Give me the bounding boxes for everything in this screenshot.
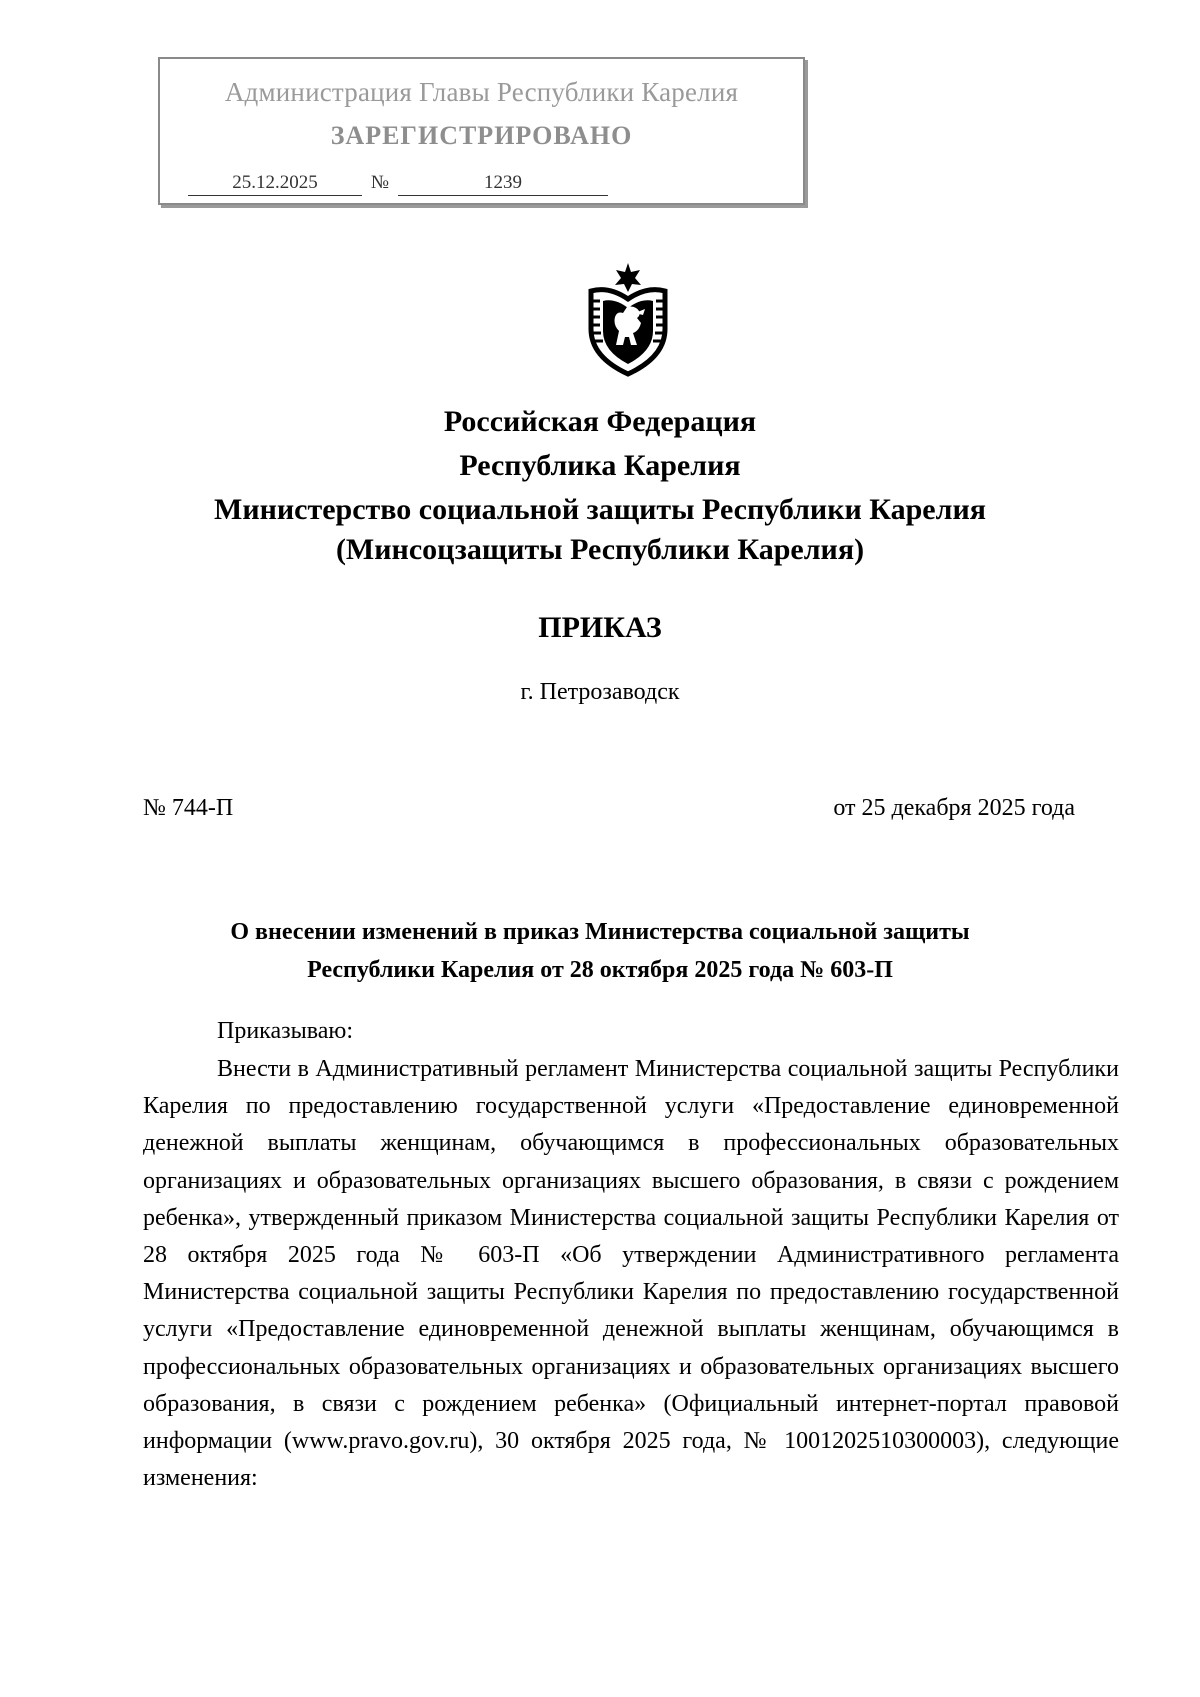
stamp-number: 1239 bbox=[398, 172, 608, 196]
city: г. Петрозаводск bbox=[520, 679, 680, 705]
registration-stamp bbox=[158, 57, 805, 205]
heading-ministry: Министерство социальной защиты Республики Карелия bbox=[214, 493, 986, 526]
subject-line-1: О внесении изменений в приказ Министерства социальной защиты bbox=[230, 919, 970, 945]
heading-republic: Республика Карелия bbox=[459, 449, 741, 482]
stamp-number-label: № bbox=[370, 172, 390, 193]
subject-line-2: Республики Карелия от 28 октября 2025 года № 603-П bbox=[307, 957, 893, 983]
heading-ministry-short: (Минсоцзащиты Республики Карелия) bbox=[335, 533, 865, 566]
document-subject bbox=[0, 913, 1200, 989]
stamp-date: 25.12.2025 bbox=[188, 172, 362, 196]
document-type: ПРИКАЗ bbox=[538, 611, 662, 644]
stamp-organization: Администрация Главы Республики Карелия bbox=[224, 77, 739, 107]
document-number: № 744-П bbox=[143, 795, 234, 821]
document-date: от 25 декабря 2025 года bbox=[833, 795, 1075, 821]
order-word: Приказываю: bbox=[217, 1018, 353, 1044]
body-paragraph: Внести в Административный регламент Министерства социальной защиты Республики Карелия по предоставлению государственной услуги «Предоставление единовременной денежной выплаты женщинам, обучающимся в профессиональных образовательных организациях и образовательных организациях высшего образования, в связи с рождением ребенка», утвержденный приказом Министерства социальной защиты Республики Карелия от 28 октября 2025 года № 603-П «Об утверждении Административного регламента Министерства социальной защиты Республики Карелия по предоставлению государственной услуги «Предоставление единовременной денежной выплаты женщинам, обучающимся в профессиональных образовательных организациях и образовательных организациях высшего образования, в связи с рождением ребенка» (Официальный интернет-портал правовой информации (www.pravo.gov.ru), 30 октября 2025 года, № 1001202510300003), следующие изменения: bbox=[143, 1056, 1119, 1492]
stamp-status: ЗАРЕГИСТРИРОВАНО bbox=[330, 121, 633, 150]
heading-country: Российская Федерация bbox=[443, 405, 757, 438]
karelia-coat-of-arms-icon bbox=[583, 261, 673, 378]
